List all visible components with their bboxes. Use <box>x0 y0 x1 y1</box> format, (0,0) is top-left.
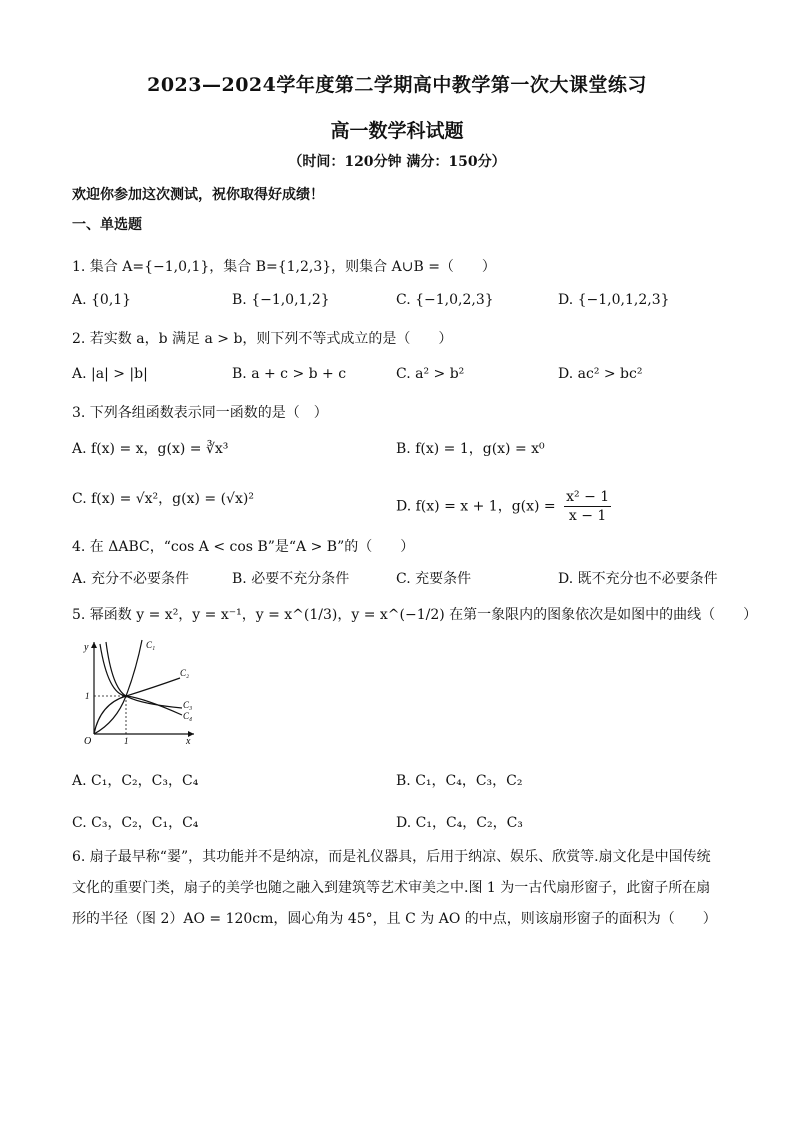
curve-c4 <box>100 644 182 715</box>
welcome-text: 欢迎你参加这次测试，祝你取得好成绩！ <box>72 187 324 203</box>
q5-option-b: B. C₁，C₄，C₃，C₂ <box>396 773 523 789</box>
q1-option-b: B. {−1,0,1,2} <box>232 292 330 308</box>
q5-option-c: C. C₃，C₂，C₁，C₄ <box>72 815 199 831</box>
q1-option-c: C. {−1,0,2,3} <box>396 292 494 308</box>
q3-option-d-denominator: x − 1 <box>568 508 607 524</box>
q3-option-a: A. f(x) = x，g(x) = ∛x³ <box>72 441 229 457</box>
q2-option-d: D. ac² > bc² <box>558 366 643 382</box>
q3-option-b: B. f(x) = 1，g(x) = x⁰ <box>396 441 545 457</box>
q1-option-a: A. {0,1} <box>72 292 132 308</box>
graph-y-label: y <box>84 642 89 653</box>
q2-option-b: B. a + c > b + c <box>232 366 347 382</box>
q6-text: 6. 扇子最早称“翣”，其功能并不是纳凉，而是礼仪器具，后用于纳凉、娱乐、欣赏等.扇文化是中国传统文化的重要门类，扇子的美学也随之融入到建筑等艺术审美之中.图 1 为一古代扇形窗子，此窗子所在扇形的半径（图 2）AO = 120cm，圆心角为 45°，且 C 为 AO 的中点，则该扇形窗子的面积为（ ） <box>72 849 717 927</box>
q2-option-a: A. |a| > |b| <box>72 366 148 382</box>
q4-option-d: D. 既不充分也不必要条件 <box>558 571 718 587</box>
q4-stem: 4. 在 ΔABC，“cos A < cos B”是“A > B”的（ ） <box>72 539 415 555</box>
q3-option-d-prefix: D. f(x) = x + 1，g(x) = <box>396 498 556 515</box>
exam-meta: （时间：120分钟 满分：150分） <box>288 154 506 170</box>
q5-option-a: A. C₁，C₂，C₃，C₄ <box>72 773 199 789</box>
graph-x-label: x <box>186 736 191 747</box>
q5-stem: 5. 幂函数 y = x²，y = x⁻¹，y = x^(1/3)，y = x^(−1/2) 在第一象限内的图象依次是如图中的曲线（ ） <box>72 607 758 623</box>
q3-option-d-fraction <box>564 488 611 525</box>
q5-option-d: D. C₁，C₄，C₂，C₃ <box>396 815 523 831</box>
graph-c3-label: C₃ <box>183 700 193 710</box>
q3-stem: 3. 下列各组函数表示同一函数的是（ ） <box>72 405 328 421</box>
y-axis-arrow-icon <box>91 642 97 648</box>
section-heading: 一、单选题 <box>72 217 142 233</box>
graph-c1-label: C₁ <box>146 640 156 650</box>
graph-one-x-label: 1 <box>124 736 129 746</box>
graph-origin-label: O <box>84 736 92 747</box>
q3-option-c: C. f(x) = √x²，g(x) = (√x)² <box>72 491 254 507</box>
q1-option-d: D. {−1,0,1,2,3} <box>558 292 670 308</box>
q2-stem: 2. 若实数 a，b 满足 a > b，则下列不等式成立的是（ ） <box>72 331 453 347</box>
q1-stem: 1. 集合 A={−1,0,1}，集合 B={1,2,3}，则集合 A∪B =（ ） <box>72 259 496 275</box>
curve-c3 <box>106 642 182 708</box>
q3-option-d <box>396 488 611 525</box>
q3-option-d-numerator: x² − 1 <box>566 489 610 505</box>
q4-option-b: B. 必要不充分条件 <box>232 571 350 587</box>
graph-one-y-label: 1 <box>85 691 90 701</box>
exam-subtitle: 高一数学科试题 <box>330 120 464 142</box>
graph-c4-label: C₄ <box>183 711 193 721</box>
exam-title: 2023—2024学年度第二学期高中教学第一次大课堂练习 <box>147 74 647 96</box>
q2-option-c: C. a² > b² <box>396 366 465 382</box>
graph-c2-label: C₂ <box>180 668 190 678</box>
q4-option-a: A. 充分不必要条件 <box>72 571 190 587</box>
q4-option-c: C. 充要条件 <box>396 571 472 587</box>
power-function-graph <box>82 636 200 748</box>
